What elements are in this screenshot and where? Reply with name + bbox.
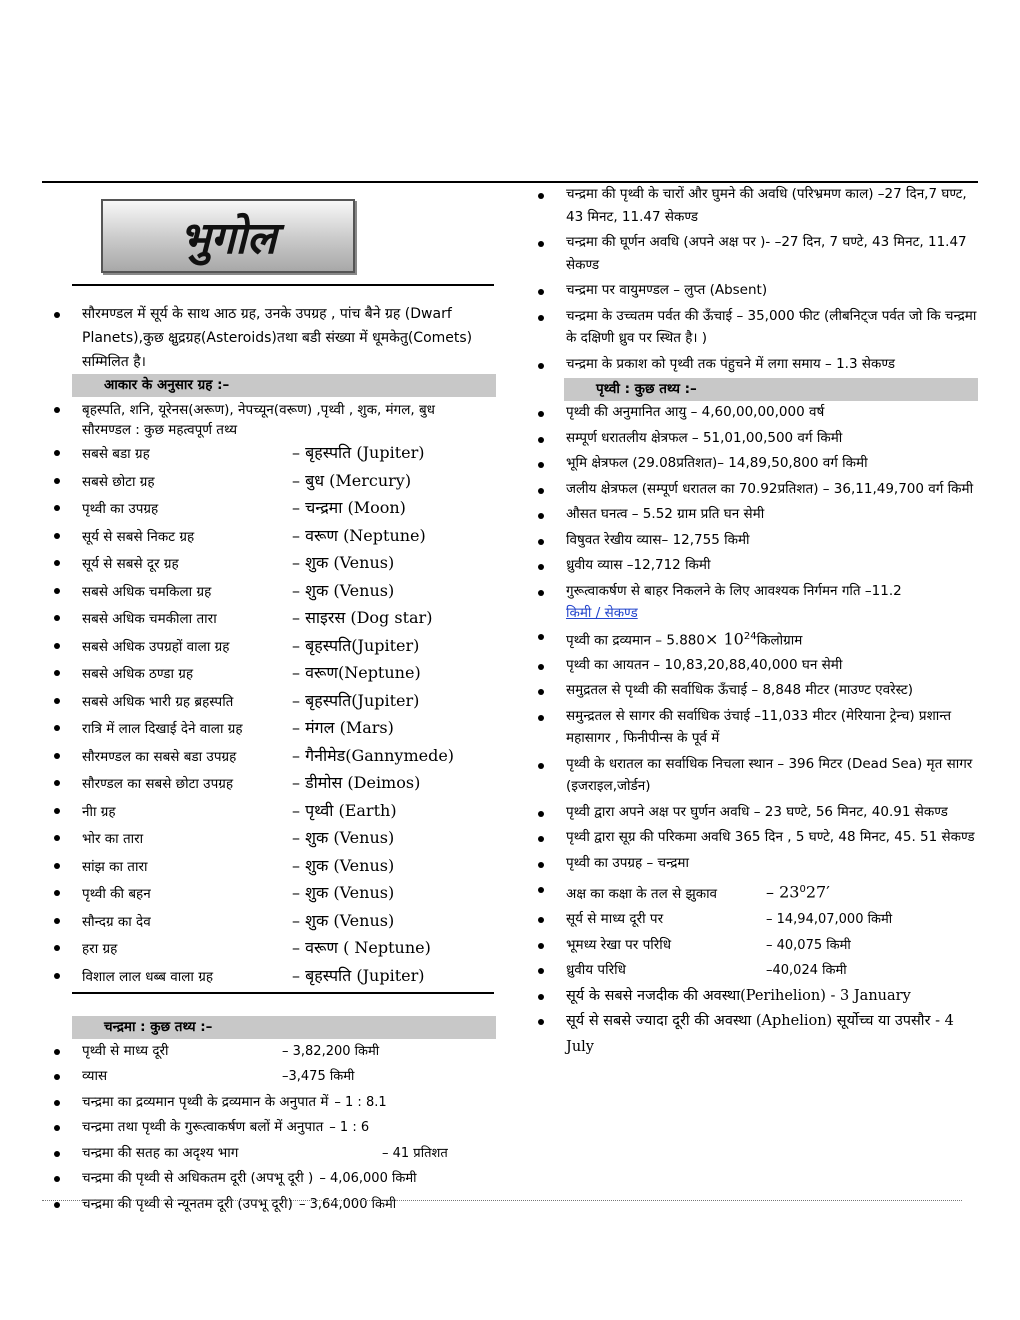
list-item: पृथ्वी की अनुमानित आयु – 4,60,00,00,000 वर्ष	[534, 401, 978, 424]
right-column	[534, 183, 978, 1060]
list-item: पृथ्वी का उपग्रह – चन्द्रमा	[534, 852, 978, 875]
list-item: समुद्रतल से पृथ्वी की सर्वाधिक ऊँचाई – 8,848 मीटर (माउण्ट एवरेस्ट)	[534, 679, 978, 702]
list-item: व्यास –3,475 किमी	[50, 1064, 496, 1090]
list-item: सबसे अधिक ठण्डा ग्रह – वरूण(Neptune)	[50, 660, 496, 688]
left-column	[50, 302, 496, 1217]
moon-facts-list	[50, 1039, 496, 1218]
title-box	[101, 199, 355, 273]
list-item: चन्द्रमा का द्रव्यमान पृथ्वी के द्रव्यमान के अनुपात में – 1 : 8.1	[50, 1090, 496, 1116]
list-item: पृथ्वी द्वारा सूग्र की परिकमा अवधि 365 दिन , 5 घण्टे, 48 मिनट, 45. 51 सेकण्ड	[534, 826, 978, 849]
list-item: सौरमण्डल का सबसे बडा उपग्रह – गैनीमेड(Gannymede)	[50, 743, 496, 771]
list-item: ध्रुवीय परिधि –40,024 किमी	[534, 958, 978, 984]
escape-unit-link[interactable]: किमी / सेकण्ड	[566, 604, 638, 621]
list-item: सबसे छोटा ग्रह – बुध (Mercury)	[50, 468, 496, 496]
list-item: चन्द्रमा की पृथ्वी से न्यूनतम दूरी (उपभू दूरी) – 3,64,000 किमी	[50, 1192, 496, 1218]
axis-tilt: अक्ष का कक्षा के तल से झुकाव – $23^027'$	[534, 877, 978, 907]
list-item: पृथ्वी से माध्य दूरी – 3,82,200 किमी	[50, 1039, 496, 1065]
list-item: चन्द्रमा की पृथ्वी से अधिकतम दूरी (अपभू दूरी ) – 4,06,000 किमी	[50, 1166, 496, 1192]
list-item: विषुवत रेखीय व्यास– 12,755 किमी	[534, 529, 978, 552]
list-item: सांझ का तारा – शुक (Venus)	[50, 853, 496, 881]
earth-mass: पृथ्वी का द्रव्यमान – $5.880\times 10^{24}किलोग्राम$	[534, 624, 978, 654]
title-separator	[72, 284, 494, 286]
escape-velocity: गुरूत्वाकर्षण से बाहर निकलने के लिए आवश्यक निर्गमन गति –11.2 किमी / सेकण्ड	[534, 580, 978, 624]
list-item: सौन्दग्र का देव – शुक (Venus)	[50, 908, 496, 936]
list-item: भोर का तारा – शुक (Venus)	[50, 825, 496, 853]
list-item: सूर्य से सबसे दूर ग्रह – शुक (Venus)	[50, 550, 496, 578]
list-item: चन्द्रमा की सतह का अदृश्य भाग – 41 प्रतिशत	[50, 1141, 496, 1167]
list-item: विशाल लाल धब्ब वाला ग्रह – बृहस्पति (Jupiter)	[50, 963, 496, 991]
list-item: रात्रि में लाल दिखाई देने वाला ग्रह – मंगल (Mars)	[50, 715, 496, 743]
list-item: पृथ्वी के धरातल का सर्वाधिक निचला स्थान – 396 मिटर (Dead Sea) मृत सागर (इजराइल,जोर्डन)	[534, 753, 978, 798]
list-item: चन्द्रमा की पृथ्वी के चारों और घुमने की अवधि (परिभ्रमण काल) –27 दिन,7 घण्ट, 43 मिनट, 11.47 सेकण्ड	[534, 183, 978, 228]
aphelion: सूर्य से सबसे ज्यादा दूरी की अवस्था (Aphelion) सूर्योच्च या उपसौर - 4 July	[534, 1009, 978, 1060]
earth-facts-list	[534, 401, 978, 577]
intro-text: सौरमण्डल में सूर्य के साथ आठ ग्रह, उनके उपग्रह , पांच बैने ग्रह (Dwarf Planets),कुछ क्षुद्रग्रह(Asteroids)तथा बडी संख्या में धूमकेतु(Comets) सम्मिलित है।	[50, 302, 496, 374]
list-item: सबसे अधिक उपग्रहों वाला ग्रह – बृहस्पति(Jupiter)	[50, 633, 496, 661]
moon-heading: चन्द्रमा : कुछ तथ्य :–	[72, 1016, 496, 1039]
list-item: सूर्य से माध्य दूरी पर – 14,94,07,000 किमी	[534, 907, 978, 933]
list-item: जलीय क्षेत्रफल (सम्पूर्ण धरातल का 70.92प्रतिशत) – 36,11,49,700 वर्ग किमी	[534, 478, 978, 501]
list-item: चन्द्रमा के उच्चतम पर्वत की ऊँचाई – 35,000 फीट (लीबनिट्ज पर्वत जो कि चन्द्रमा के दक्षिणी ध्रुव पर स्थित है। )	[534, 305, 978, 350]
list-item: सौरण्डल का सबसे छोटा उपग्रह – डीमोस (Deimos)	[50, 770, 496, 798]
list-item: सम्पूर्ण धरातलीय क्षेत्रफल – 51,01,00,500 वर्ग किमी	[534, 427, 978, 450]
list-item: पृथ्वी का आयतन – 10,83,20,88,40,000 घन सेमी	[534, 654, 978, 677]
earth-facts-list-2	[534, 654, 978, 875]
list-item: ध्रुवीय व्यास –12,712 किमी	[534, 554, 978, 577]
perihelion: सूर्य के सबसे नजदीक की अवस्था(Perihelion) - 3 January	[534, 984, 978, 1010]
list-item: समुन्द्रतल से सागर की सर्वाधिक उंचाई –11,033 मीटर (मेरियाना ट्रेन्च) प्रशान्त महासागर , फिनीपीन्स के पूर्व में	[534, 705, 978, 750]
list-item: सबसे अधिक चमकिला ग्रह – शुक (Venus)	[50, 578, 496, 606]
solar-separator	[72, 992, 494, 994]
size-heading: आकार के अनुसार ग्रह :–	[72, 374, 496, 397]
list-item: चन्द्रमा पर वायुमण्डल – लुप्त (Absent)	[534, 279, 978, 302]
list-item: पृथ्वी की बहन – शुक (Venus)	[50, 880, 496, 908]
list-item: भूमि क्षेत्रफल (29.08प्रतिशत)– 14,89,50,800 वर्ग किमी	[534, 452, 978, 475]
list-item: हरा ग्रह – वरूण ( Neptune)	[50, 935, 496, 963]
list-item: चन्द्रमा तथा पृथ्वी के गुरूत्वाकर्षण बलों में अनुपात – 1 : 6	[50, 1115, 496, 1141]
list-item: सबसे अधिक चमकीला तारा – साइरस (Dog star)	[50, 605, 496, 633]
list-item: औसत घनत्व – 5.52 ग्राम प्रति घन सेमी	[534, 503, 978, 526]
bottom-rule	[42, 1200, 962, 1201]
list-item: नीा ग्रह – पृथ्वी (Earth)	[50, 798, 496, 826]
moon-facts-right	[534, 183, 978, 375]
earth-heading: पृथ्वी : कुछ तथ्य :–	[564, 378, 978, 401]
list-item: चन्द्रमा के प्रकाश को पृथ्वी तक पंहुचने में लगा समाय – 1.3 सेकण्ड	[534, 353, 978, 376]
size-order: बृहस्पति, शनि, यूरेनस(अरूण), नेपच्यून(वरूण) ,पृथ्वी , शुक, मंगल, बुध सौरमण्डल : कुछ महत्वपूर्ण तथ्य	[50, 397, 496, 440]
list-item: चन्द्रमा की घूर्णन अवधि (अपने अक्ष पर )- –27 दिन, 7 घण्टे, 43 मिनट, 11.47 सेकण्ड	[534, 231, 978, 276]
list-item: पृथ्वी का उपग्रह – चन्द्रमा (Moon)	[50, 495, 496, 523]
list-item: सबसे अधिक भारी ग्रह ब्रहस्पति – बृहस्पति(Jupiter)	[50, 688, 496, 716]
list-item: भूमध्य रेखा पर परिधि – 40,075 किमी	[534, 933, 978, 959]
list-item: पृथ्वी द्वारा अपने अक्ष पर घुर्णन अवधि – 23 घण्टे, 56 मिनट, 40.91 सेकण्ड	[534, 801, 978, 824]
list-item: सबसे बडा ग्रह – बृहस्पति (Jupiter)	[50, 440, 496, 468]
page-title: भुगोल	[179, 213, 277, 264]
earth-facts-list-3	[534, 907, 978, 984]
list-item: सूर्य से सबसे निकट ग्रह – वरूण (Neptune)	[50, 523, 496, 551]
solar-facts-list	[50, 440, 496, 990]
